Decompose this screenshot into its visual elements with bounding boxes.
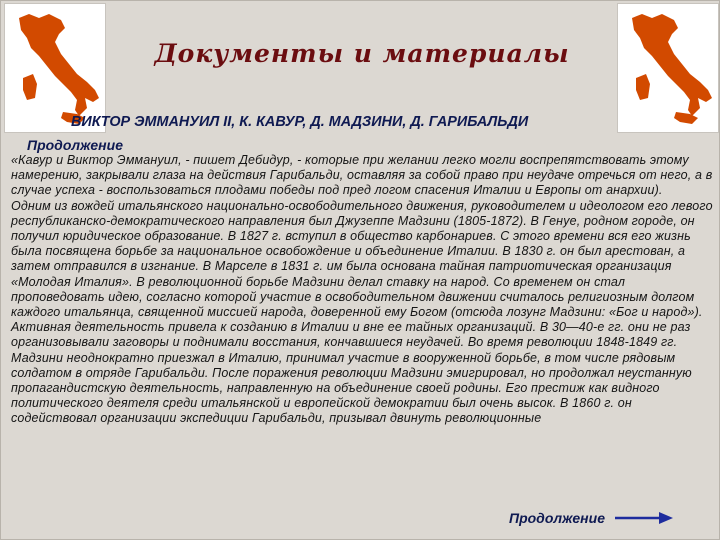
document-body [11,153,719,427]
paragraph: «Кавур и Виктор Эммануил, - пишет Дебидур, - которые при желании легко могли воспрепятствовать этому намерению, закрывали глаза на действия Гарибальди, оставляя за собой право при неудаче отречься от него, а в случае успеха - воспользоваться плодами победы под пред логом спасения Италии и Европы от анархии). [11,153,713,198]
italy-map-icon [5,4,105,132]
continue-button-bottom[interactable] [509,510,673,526]
italy-map-icon [618,4,718,132]
continue-label: Продолжение [509,510,605,526]
continue-link-top[interactable]: Продолжение [27,137,123,153]
paragraph: Одним из вождей итальянского национально-освободительного движения, руководителем и идеологом его левого республиканско-демократического направления был Джузеппе Мадзини (1805-1872). В Генуе, родном городе, он получил юридическое образование. В 1827 г. вступил в общество карбонариев. С этого времени вся его жизнь была посвящена борьбе за национальное освобождение и объединение Италии. В 1830 г. он был арестован, а затем отправился в изгнание. В Марселе в 1831 г. им была основана тайная патриотическая организация «Молодая Италия». В революционной борьбе Мадзини делал ставку на народ. Со временем он стал проповедовать идею, согласно которой участие в освободительном движении считалось религиозным долгом каждого итальянца, священной миссией народа, доверенной ему Богом (отсюда лозунг Мадзини: «Бог и народ»). Активная деятельность привела к созданию в Италии и вне ее тайных организаций. В 30—40-е гг. они не раз организовывали заговоры и поднимали восстания, кончавшиеся неудачей. Во время революции 1848-1849 гг. Мадзини неоднократно приезжал в Италию, принимал участие в вооруженной борьбе, в том числе рядовым солдатом в отряде Гарибальди. После поражения революции Мадзини эмигрировал, но продолжал неустанную пропагандистскую деятельность, направленную на объединение своей родины. Его престиж как видного политического деятеля среди итальянской и европейской демократии был очень высок. В 1860 г. он содействовал организации экспедиции Гарибальди, призывал двинуть революционные [11,198,713,426]
arrow-right-icon [615,511,673,525]
section-heading: ВИКТОР ЭММАНУИЛ II, К. КАВУР, Д. МАДЗИНИ, Д. ГАРИБАЛЬДИ [71,114,529,130]
page-title: Документы и материалы [154,39,570,68]
